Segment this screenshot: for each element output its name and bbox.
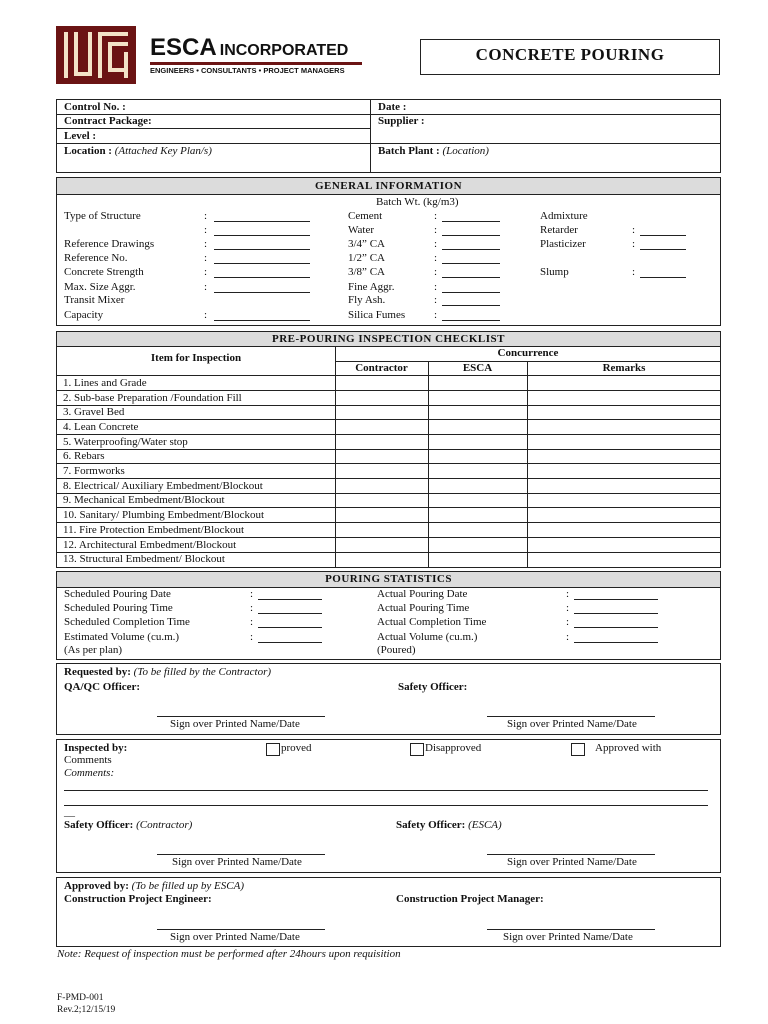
ps-left-blank-2[interactable] [258, 618, 322, 628]
inspected-by-label: Inspected by: [64, 742, 128, 754]
gi-left-colon-6: : [204, 309, 208, 321]
approved-with-comments-word: Comments [64, 754, 112, 766]
gi-left-colon-1: : [204, 224, 208, 236]
ps-right-colon: : [566, 588, 570, 600]
batch-plant-field [378, 145, 489, 158]
approved-by-hint: (To be filled up by ESCA) [131, 880, 244, 892]
gi-left-3: Concrete Strength [64, 266, 144, 278]
gi-mid-blank-3[interactable] [442, 254, 500, 264]
company-name-prefix: ESCA [150, 34, 217, 61]
ps-right-3: Actual Volume (cu.m.) [377, 631, 478, 643]
approved-with-label: Approved with [595, 742, 662, 754]
checklist-item: 11. Fire Protection Embedment/Blockout [63, 524, 245, 536]
ps-right-2: Actual Completion Time [377, 616, 487, 628]
gi-left-blank-6[interactable] [214, 311, 310, 321]
ps-left-blank-3[interactable] [258, 633, 322, 643]
checklist-item: 12. Architectural Embedment/Blockout [63, 539, 237, 551]
gi-left-1: Reference Drawings [64, 238, 155, 250]
gi-right-colon-1: : [632, 224, 636, 236]
gi-left-blank-1[interactable] [214, 226, 310, 236]
inspected-safety-contractor-label: Safety Officer: [64, 819, 134, 831]
gi-right-blank-2[interactable] [640, 240, 686, 250]
gi-mid-blank-2[interactable] [442, 240, 500, 250]
gi-left-colon-0: : [204, 210, 208, 222]
gi-mid-0: Cement [348, 210, 383, 222]
ps-left-1: Scheduled Pouring Time [64, 602, 173, 614]
form-revision: Rev.2;12/15/19 [57, 1005, 116, 1015]
gi-right-blank-3[interactable] [640, 268, 686, 278]
gi-mid-5: Fine Aggr. [348, 281, 395, 293]
inspected-safety-esca-label: Safety Officer: [396, 819, 466, 831]
gi-mid-colon-5: : [434, 281, 438, 293]
company-name [150, 34, 348, 62]
ps-right-colon: : [566, 616, 570, 628]
checklist-item: 8. Electrical/ Auxiliary Embedment/Blockout [63, 480, 263, 492]
requested-by-hint: (To be filled by the Contractor) [133, 666, 272, 678]
inspected-contractor-sign-line[interactable] [157, 854, 325, 855]
inspected-esca-sign-caption: Sign over Printed Name/Date [507, 856, 637, 868]
inspected-safety-contractor-hint: (Contractor) [136, 819, 193, 831]
form-title: CONCRETE POURING [475, 45, 665, 64]
gi-right-0: Admixture [540, 210, 588, 222]
comments-line-2[interactable] [64, 805, 708, 806]
gi-mid-colon-6: : [434, 294, 438, 306]
project-manager-label: Construction Project Manager: [396, 893, 544, 905]
gi-mid-colon-4: : [434, 266, 438, 278]
ps-right-blank-2[interactable] [574, 618, 658, 628]
gi-mid-colon-0: : [434, 210, 438, 222]
project-engineer-label: Construction Project Engineer: [64, 893, 212, 905]
ps-left-3: Estimated Volume (cu.m.) [64, 631, 180, 643]
qaqc-officer-label: QA/QC Officer: [64, 681, 141, 693]
ps-left-2: Scheduled Completion Time [64, 616, 190, 628]
checklist-col-remarks: Remarks [602, 362, 646, 374]
checklist-col-esca: ESCA [462, 362, 493, 374]
gi-mid-4: 3/8” CA [348, 266, 385, 278]
gi-left-blank-5[interactable] [214, 283, 310, 293]
qaqc-sign-line[interactable] [157, 716, 325, 717]
gi-mid-blank-4[interactable] [442, 268, 500, 278]
gi-left-0: Type of Structure [64, 210, 141, 222]
inspected-contractor-sign-caption: Sign over Printed Name/Date [172, 856, 302, 868]
approved-with-comments-checkbox[interactable] [571, 743, 585, 756]
gi-right-colon-3: : [632, 266, 636, 278]
approved-checkbox[interactable] [266, 743, 280, 756]
checklist-item: 13. Structural Embedment/ Blockout [63, 553, 225, 565]
location-hint: (Attached Key Plan/s) [114, 145, 212, 157]
company-underline [150, 62, 362, 65]
gi-mid-colon-1: : [434, 224, 438, 236]
ps-left-colon: : [250, 631, 254, 643]
location-label: Location : [64, 145, 112, 157]
comments-line-end: __ [64, 806, 75, 818]
inspected-safety-esca-hint: (ESCA) [468, 819, 502, 831]
company-name-suffix: INCORPORATED [219, 42, 349, 59]
inspected-box [56, 739, 721, 873]
gi-mid-3: 1/2” CA [348, 252, 385, 264]
gi-right-colon-2: : [632, 238, 636, 250]
requested-by [64, 666, 271, 679]
gi-mid-colon-7: : [434, 309, 438, 321]
approved-label: proved [281, 742, 312, 754]
checklist-item: 1. Lines and Grade [63, 377, 147, 389]
batch-plant-hint: (Location) [442, 145, 489, 157]
checklist-item: 9. Mechanical Embedment/Blockout [63, 494, 225, 506]
checklist-item: 7. Formworks [63, 465, 125, 477]
gi-left-blank-3[interactable] [214, 254, 310, 264]
ps-right-blank-3[interactable] [574, 633, 658, 643]
ps-left-colon: : [250, 588, 254, 600]
requested-by-label: Requested by: [64, 666, 131, 678]
ps-right-colon: : [566, 631, 570, 643]
checklist-item: 6. Rebars [63, 450, 105, 462]
gi-left-colon-3: : [204, 252, 208, 264]
gi-right-blank-1[interactable] [640, 226, 686, 236]
requested-safety-sign-caption: Sign over Printed Name/Date [507, 718, 637, 730]
manager-sign-caption: Sign over Printed Name/Date [503, 931, 633, 943]
gi-mid-1: Water [348, 224, 374, 236]
gi-mid-blank-5[interactable] [442, 283, 500, 293]
ps-left-colon: : [250, 602, 254, 614]
checklist-item: 3. Gravel Bed [63, 406, 125, 418]
engineer-sign-caption: Sign over Printed Name/Date [170, 931, 300, 943]
checklist-item: 2. Sub-base Preparation /Foundation Fill [63, 392, 242, 404]
ps-right-colon: : [566, 602, 570, 614]
inspected-safety-esca [396, 819, 502, 832]
company-logo [56, 26, 136, 84]
batch-wt-label: Batch Wt. (kg/m3) [376, 196, 459, 208]
gi-mid-blank-0[interactable] [442, 212, 500, 222]
location-field [64, 145, 212, 158]
ps-left-blank-1[interactable] [258, 604, 322, 614]
gi-left-blank-0[interactable] [214, 212, 310, 222]
qaqc-sign-caption: Sign over Printed Name/Date [170, 718, 300, 730]
ps-left-0: Scheduled Pouring Date [64, 588, 171, 600]
approved-by [64, 880, 244, 893]
manager-sign-line[interactable] [487, 929, 655, 930]
checklist-col-contractor: Contractor [355, 362, 408, 374]
disapproved-checkbox[interactable] [410, 743, 424, 756]
checklist-item-header: Item for Inspection [150, 352, 242, 364]
checklist-title: PRE-POURING INSPECTION CHECKLIST [57, 332, 720, 347]
gi-right-1: Retarder [540, 224, 578, 236]
requested-safety-sign-line[interactable] [487, 716, 655, 717]
checklist-item: 4. Lean Concrete [63, 421, 139, 433]
gi-left-blank-4[interactable] [214, 268, 310, 278]
inspected-esca-sign-line[interactable] [487, 854, 655, 855]
gi-mid-7: Silica Fumes [348, 309, 406, 321]
supplier-label: Supplier : [378, 115, 425, 127]
contract-package-label: Contract Package: [64, 115, 152, 127]
disapproved-label: Disapproved [425, 742, 482, 754]
comments-line-1[interactable] [64, 790, 708, 791]
gi-mid-colon-3: : [434, 252, 438, 264]
gi-right-2: Plasticizer [540, 238, 586, 250]
requisition-note: Note: Request of inspection must be performed after 24hours upon requisition [57, 948, 401, 960]
requested-safety-officer-label: Safety Officer: [398, 681, 468, 693]
gi-mid-blank-1[interactable] [442, 226, 500, 236]
ps-right-1: Actual Pouring Time [377, 602, 470, 614]
gi-mid-2: 3/4” CA [348, 238, 385, 250]
ps-right-blank-0[interactable] [574, 590, 658, 600]
checklist-item: 10. Sanitary/ Plumbing Embedment/Blockout [63, 509, 265, 521]
inspected-safety-contractor [64, 819, 192, 832]
gi-left-colon-5: : [204, 281, 208, 293]
gi-mid-6: Fly Ash. [348, 294, 386, 306]
gi-left-6: Capacity [64, 309, 104, 321]
general-info-title: GENERAL INFORMATION [57, 178, 720, 195]
gi-left-5: Transit Mixer [64, 294, 125, 306]
level-label: Level : [64, 130, 97, 142]
ps-right-4: (Poured) [377, 644, 416, 656]
gi-left-4: Max. Size Aggr. [64, 281, 136, 293]
control-no-label: Control No. : [64, 101, 126, 113]
gi-mid-colon-2: : [434, 238, 438, 250]
checklist-item: 5. Waterproofing/Water stop [63, 436, 188, 448]
pouring-stats-title: POURING STATISTICS [57, 572, 720, 588]
gi-mid-blank-6[interactable] [442, 296, 500, 306]
date-label: Date : [378, 101, 407, 113]
engineer-sign-line[interactable] [157, 929, 325, 930]
gi-left-blank-2[interactable] [214, 240, 310, 250]
gi-right-3: Slump [540, 266, 569, 278]
comments-label: Comments: [64, 767, 115, 779]
ps-left-colon: : [250, 616, 254, 628]
approved-by-label: Approved by: [64, 880, 129, 892]
ps-left-4: (As per plan) [64, 644, 123, 656]
gi-left-2: Reference No. [64, 252, 128, 264]
gi-left-colon-4: : [204, 266, 208, 278]
company-tagline: ENGINEERS • CONSULTANTS • PROJECT MANAGERS [150, 66, 345, 75]
batch-plant-label: Batch Plant : [378, 145, 440, 157]
form-code: F-PMD-001 [57, 993, 104, 1003]
ps-left-blank-0[interactable] [258, 590, 322, 600]
ps-right-0: Actual Pouring Date [377, 588, 468, 600]
gi-mid-blank-7[interactable] [442, 311, 500, 321]
ps-right-blank-1[interactable] [574, 604, 658, 614]
checklist-concurrence: Concurrence [497, 347, 559, 359]
gi-left-colon-2: : [204, 238, 208, 250]
